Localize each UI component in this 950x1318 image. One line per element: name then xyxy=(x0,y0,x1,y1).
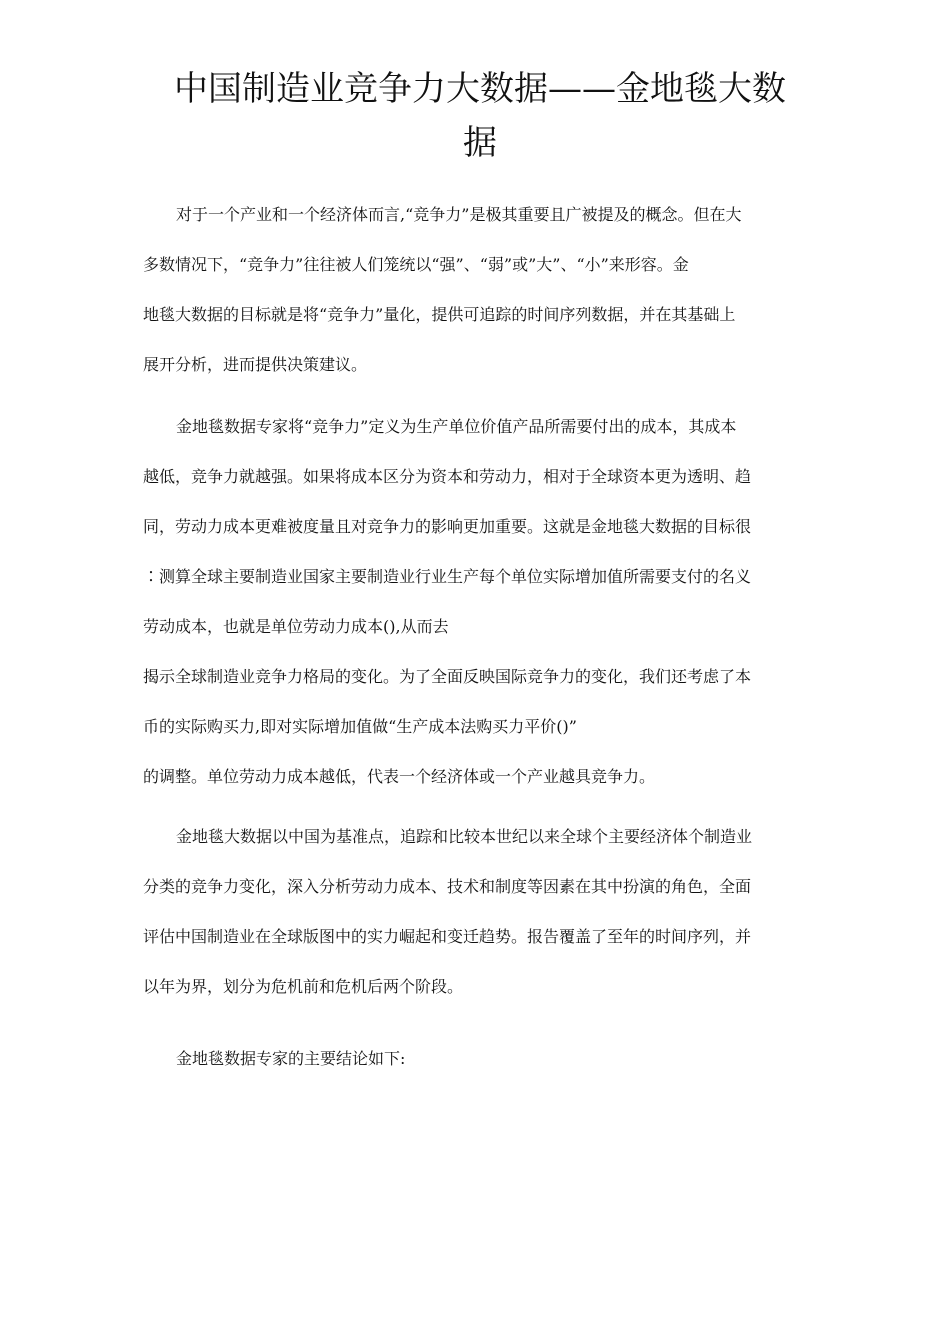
text-line: 分类的竞争力变化，深入分析劳动力成本、技术和制度等因素在其中扮演的角色，全面 xyxy=(143,877,752,896)
text-line: 金地毯大数据以中国为基准点，追踪和比较本世纪以来全球个主要经济体个制造业 xyxy=(176,827,753,846)
text-line: 揭示全球制造业竞争力格局的变化。为了全面反映国际竞争力的变化，我们还考虑了本 xyxy=(143,667,752,686)
paragraph-conclusion-lead xyxy=(143,1034,818,1084)
text-line: 金地毯数据专家的主要结论如下: xyxy=(176,1049,406,1068)
title-line-1: 中国制造业竞争力大数据——金地毯大数 xyxy=(174,69,786,109)
text-line: 展开分析，进而提供决策建议。 xyxy=(143,355,368,374)
paragraph-scope xyxy=(143,812,818,1012)
text-line: ∶测算全球主要制造业国家主要制造业行业生产每个单位实际增加值所需要支付的名义 xyxy=(143,567,752,586)
text-line: 金地毯数据专家将“竞争力”定义为生产单位价值产品所需要付出的成本，其成本 xyxy=(176,417,737,436)
paragraph-definition xyxy=(143,402,818,802)
text-line: 评估中国制造业在全球版图中的实力崛起和变迁趋势。报告覆盖了至年的时间序列，并 xyxy=(143,927,752,946)
text-line: 劳动成本，也就是单位劳动力成本(),从而去 xyxy=(143,617,449,636)
text-line: 同，劳动力成本更难被度量且对竞争力的影响更加重要。这就是金地毯大数据的目标很 xyxy=(143,517,752,536)
document-title xyxy=(150,62,810,170)
paragraph-intro xyxy=(143,190,818,390)
title-line-2: 据 xyxy=(463,123,497,163)
text-line: 多数情况下，“竞争力”往往被人们笼统以“强”、“弱”或”大”、“小”来形容。金 xyxy=(143,255,689,274)
text-line: 以年为界，划分为危机前和危机后两个阶段。 xyxy=(143,977,464,996)
text-line: 币的实际购买力,即对实际增加值做“生产成本法购买力平价()” xyxy=(143,717,577,736)
text-line: 越低，竞争力就越强。如果将成本区分为资本和劳动力，相对于全球资本更为透明、趋 xyxy=(143,467,752,486)
text-line: 的调整。单位劳动力成本越低，代表一个经济体或一个产业越具竞争力。 xyxy=(143,767,656,786)
text-line: 对于一个产业和一个经济体而言,“竞争力”是极其重要且广被提及的概念。但在大 xyxy=(176,205,742,224)
text-line: 地毯大数据的目标就是将“竞争力”量化，提供可追踪的时间序列数据，并在其基础上 xyxy=(143,305,736,324)
